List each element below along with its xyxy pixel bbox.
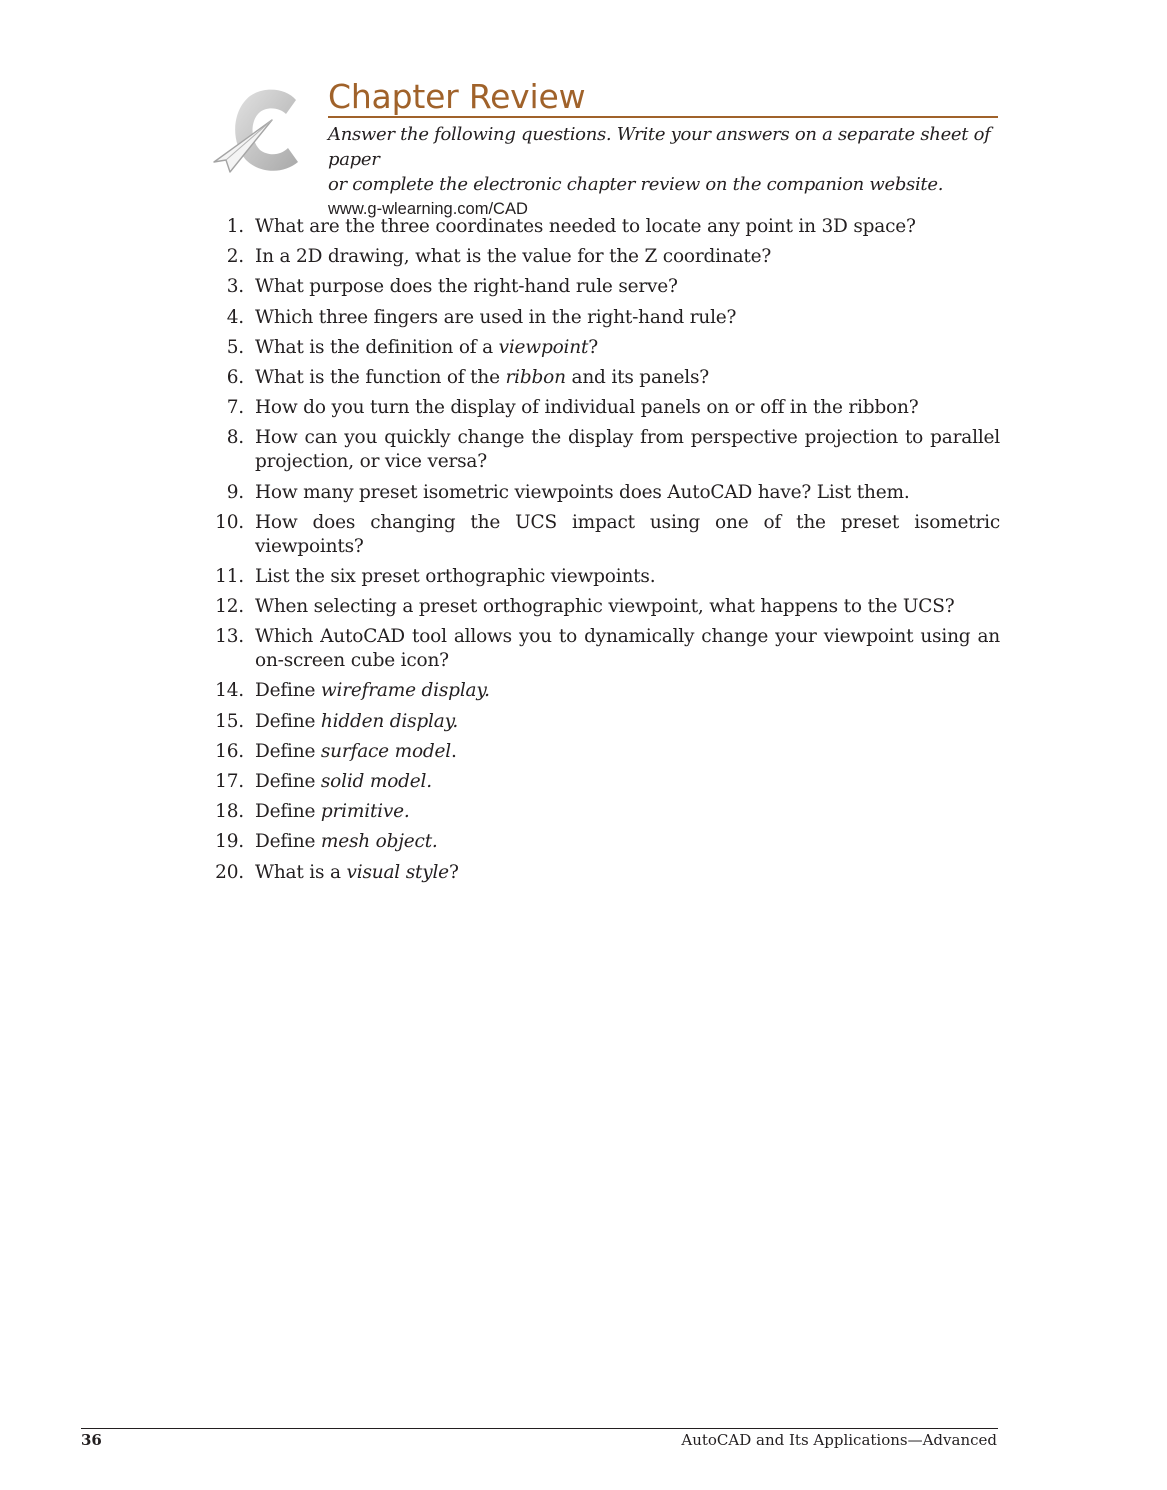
question-text-part: How many preset isometric viewpoints does AutoCAD have? List them.	[255, 481, 910, 503]
question-text	[255, 481, 1000, 505]
question-number: 1.	[226, 216, 244, 237]
question-number: 19.	[215, 831, 244, 853]
question-term: solid model.	[320, 771, 432, 792]
instructions	[328, 122, 998, 197]
question-text-part: Define	[255, 771, 321, 792]
question-text-part: In a 2D drawing, what is the value for the Z coordinate?	[255, 246, 772, 268]
question-number: 4.	[226, 306, 244, 328]
question-item	[214, 565, 1000, 589]
question-text	[255, 306, 1000, 330]
question-text	[255, 861, 1000, 885]
question-number: 17.	[215, 771, 244, 792]
question-item	[214, 511, 1000, 559]
question-text-part: ?	[448, 861, 459, 883]
question-item	[214, 396, 1000, 420]
question-number: 13.	[215, 626, 244, 648]
question-item	[214, 275, 1000, 299]
question-number: 18.	[215, 801, 244, 823]
question-list	[214, 215, 1000, 891]
question-text-part: Which three fingers are used in the right-hand rule?	[255, 306, 737, 328]
question-text	[255, 366, 1000, 390]
question-item	[214, 306, 1000, 330]
question-text	[255, 511, 1000, 559]
question-text	[255, 595, 1000, 619]
chapter-c-logo-icon	[212, 80, 318, 180]
question-item	[214, 366, 1000, 390]
question-item	[214, 679, 1000, 703]
question-text-part: List the six preset orthographic viewpoints.	[255, 565, 656, 587]
question-text-part: What is a	[255, 861, 347, 883]
question-number: 8.	[226, 427, 244, 449]
question-number: 3.	[226, 276, 244, 298]
instructions-line: Answer the following questions. Write your answers on a separate sheet of paper	[328, 124, 991, 170]
question-number: 15.	[215, 710, 244, 732]
question-text-part: How does changing the UCS impact using one of the preset isometric viewpoints?	[255, 511, 1000, 557]
question-text-part: Define	[255, 831, 321, 853]
question-text	[255, 679, 1000, 703]
question-number: 20.	[215, 861, 244, 883]
question-text	[255, 336, 1000, 360]
question-number: 2.	[226, 246, 244, 268]
question-text-part: How can you quickly change the display from perspective projection to parallel projection, or vice versa?	[255, 427, 1000, 473]
question-number: 7.	[226, 397, 244, 419]
question-term: visual style	[346, 861, 449, 883]
question-text-part: Define	[255, 801, 321, 823]
question-item	[214, 595, 1000, 619]
question-text	[255, 565, 1000, 589]
question-item	[214, 426, 1000, 474]
question-term: primitive.	[320, 801, 410, 823]
question-text-part: What is the definition of a	[255, 336, 499, 358]
question-text	[255, 625, 1000, 673]
question-text-part: How do you turn the display of individual panels on or off in the ribbon?	[255, 397, 919, 419]
question-text	[255, 830, 1000, 854]
question-term: wireframe display.	[320, 680, 490, 702]
question-text	[255, 710, 1000, 734]
question-text	[255, 245, 1000, 269]
question-text-part: .	[451, 740, 457, 762]
question-text-part: Define	[255, 740, 321, 762]
question-text-part: and its panels?	[565, 366, 709, 388]
chapter-review-header	[328, 76, 998, 220]
question-term: surface model	[320, 740, 451, 762]
question-text-part: Which AutoCAD tool allows you to dynamically change your viewpoint using an on-screen cube icon?	[255, 626, 1000, 672]
question-item	[214, 215, 1000, 239]
question-term: mesh object.	[320, 831, 438, 853]
question-text	[255, 426, 1000, 474]
question-text-part: What are the three coordinates needed to locate any point in 3D space?	[255, 216, 916, 237]
question-item	[214, 245, 1000, 269]
question-item	[214, 861, 1000, 885]
question-text-part: What purpose does the right-hand rule serve?	[255, 276, 678, 298]
question-number: 9.	[226, 481, 244, 503]
question-number: 6.	[226, 366, 244, 388]
question-text-part: Define	[255, 680, 321, 702]
question-term: viewpoint	[498, 336, 589, 358]
question-item	[214, 740, 1000, 764]
question-number: 16.	[215, 740, 244, 762]
question-text	[255, 770, 1000, 794]
question-number: 10.	[215, 511, 244, 533]
book-title: AutoCAD and Its Applications—Advanced	[681, 1431, 997, 1449]
page-number: 36	[81, 1431, 102, 1449]
question-item	[214, 336, 1000, 360]
question-item	[214, 770, 1000, 794]
footer-divider	[81, 1428, 998, 1429]
question-term: hidden display.	[320, 710, 459, 732]
instructions-line: or complete the electronic chapter review on the companion website.	[328, 174, 944, 195]
page-title: Chapter Review	[328, 77, 586, 116]
question-text	[255, 740, 1000, 764]
question-text-part: When selecting a preset orthographic viewpoint, what happens to the UCS?	[255, 596, 955, 618]
question-item	[214, 800, 1000, 824]
question-text-part: ?	[588, 336, 598, 358]
question-text	[255, 800, 1000, 824]
question-text-part: Define	[255, 710, 321, 732]
question-number: 11.	[215, 565, 244, 587]
question-text	[255, 275, 1000, 299]
question-number: 5.	[226, 336, 244, 358]
question-item	[214, 830, 1000, 854]
question-item	[214, 481, 1000, 505]
question-item	[214, 625, 1000, 673]
question-number: 14.	[215, 680, 244, 702]
question-number: 12.	[215, 596, 244, 618]
question-term: ribbon	[505, 366, 566, 388]
question-text	[255, 215, 1000, 239]
companion-website-link[interactable]: www.g-wlearning.com/CAD	[328, 200, 528, 218]
question-text	[255, 396, 1000, 420]
question-item	[214, 710, 1000, 734]
question-text-part: What is the function of the	[255, 366, 506, 388]
